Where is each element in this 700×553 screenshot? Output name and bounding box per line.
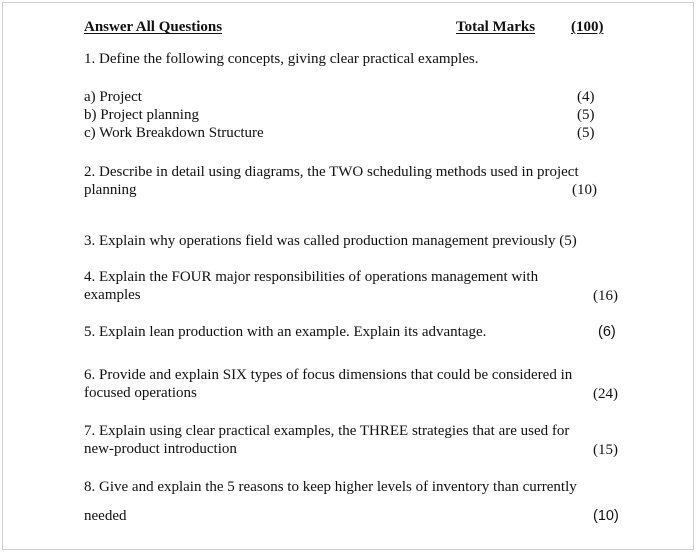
question-3-text: 3. Explain why operations field was called production management previously (5) [84, 233, 577, 249]
question-8-line-2: needed [84, 508, 127, 524]
question-1a-label: a) Project [84, 89, 142, 105]
question-4-line-1: 4. Explain the FOUR major responsibilities of operations management with [84, 269, 539, 285]
question-6-line-1: 6. Provide and explain SIX types of focus dimensions that could be considered in [84, 367, 573, 383]
total-marks-value: (100) [571, 19, 604, 35]
question-1c-label: c) Work Breakdown Structure [84, 125, 264, 141]
question-7-line-2: new-product introduction [84, 441, 237, 457]
question-2-line-2: planning [84, 182, 137, 198]
question-1b-label: b) Project planning [84, 107, 199, 123]
question-1c-marks: (5) [577, 125, 595, 141]
question-5-text: 5. Explain lean production with an example. Explain its advantage. [84, 324, 487, 340]
question-5-marks: (6) [598, 324, 616, 340]
question-1a-marks: (4) [577, 89, 595, 105]
question-2-marks: (10) [572, 182, 597, 198]
header-title: Answer All Questions [84, 19, 223, 35]
question-1-text: 1. Define the following concepts, giving clear practical examples. [84, 51, 479, 67]
question-7-marks: (15) [593, 442, 618, 458]
question-1b-marks: (5) [577, 107, 595, 123]
question-4-line-2: examples [84, 287, 141, 303]
question-6-line-2: focused operations [84, 385, 197, 401]
total-marks-label: Total Marks [456, 19, 536, 35]
question-8-marks: (10) [593, 508, 619, 524]
question-8-line-1: 8. Give and explain the 5 reasons to keep higher levels of inventory than currently [84, 479, 577, 495]
question-4-marks: (16) [593, 288, 618, 304]
question-7-line-1: 7. Explain using clear practical examples, the THREE strategies that are used for [84, 423, 570, 439]
question-6-marks: (24) [593, 386, 618, 402]
question-2-line-1: 2. Describe in detail using diagrams, the TWO scheduling methods used in project [84, 164, 579, 180]
